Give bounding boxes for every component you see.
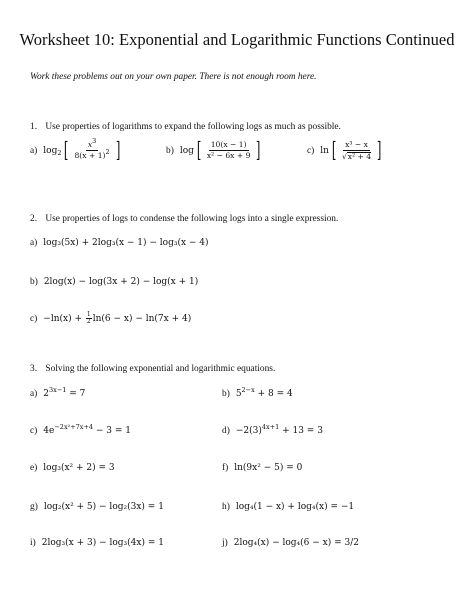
problem-3j (222, 538, 359, 548)
expression: log₄(1 − x) + log₄(x) = −1 (235, 502, 355, 512)
problem-label: c) (307, 145, 315, 156)
problem-label: f) (222, 463, 229, 473)
fraction (205, 141, 253, 160)
fn: ln (320, 146, 329, 156)
bracket: [ (64, 138, 69, 162)
problem-1c (307, 140, 381, 161)
fn: log (43, 146, 58, 156)
expression: 2log(x) − log(3x + 2) − log(x + 1) (43, 277, 199, 287)
question-2 (30, 214, 338, 224)
problem-3a (30, 386, 86, 399)
base: 2 (57, 149, 62, 157)
question-number: 1. (30, 122, 38, 132)
question-3 (30, 364, 275, 374)
expression: 2log₃(x + 3) − log₃(4x) = 1 (41, 538, 164, 548)
denominator: √x² + 4 (341, 151, 372, 161)
question-text: Use properties of logarithms to expand the following logs as much as possible. (45, 122, 341, 132)
radicand: x² + 4 (347, 151, 372, 161)
expression: $-2(3)^{4x+1} + 13 = 3$ (235, 423, 323, 436)
numerator: $x^3$ (87, 137, 97, 150)
expression-end: ln(6 − x) − ln(7x + 4) (92, 314, 192, 324)
question-text: Solving the following exponential and logarithmic equations. (45, 364, 276, 374)
problem-1a (30, 137, 120, 162)
expression: $5^{2-x} + 8 = 4$ (235, 386, 293, 399)
problem-label: c) (30, 313, 38, 324)
fraction (72, 137, 111, 160)
problem-label: a) (30, 389, 38, 399)
problem-label: a) (30, 238, 38, 248)
bracket: [ (196, 138, 202, 162)
bracket: [ (331, 138, 337, 162)
numerator: x³ − x (345, 139, 368, 149)
expression: $2^{3x-1} = 7$ (43, 386, 86, 399)
expression (43, 137, 120, 162)
instructions: Work these problems out on your own paper. There is not enough room here. (30, 72, 317, 82)
denominator: $8(x + 1)^2$ (74, 148, 110, 160)
expression: log₂(x² + 5) − log₂(3x) = 1 (43, 502, 164, 512)
problem-label: a) (30, 145, 38, 156)
problem-label: b) (30, 277, 38, 287)
expression: $4e^{-2x^2+7x+4} - 3 = 1$ (43, 423, 132, 436)
page-title: Worksheet 10: Exponential and Logarithmic Functions Continued (19, 30, 455, 49)
bracket: ] (376, 138, 382, 162)
problem-3e (30, 463, 115, 473)
problem-1b (166, 140, 261, 161)
question-number: 3. (30, 364, 38, 374)
problem-2b (30, 277, 198, 287)
expression: log₃(5x) + 2log₃(x − 1) − log₃(x − 4) (43, 238, 209, 248)
one-half: $\frac{1}{2}$ (86, 311, 91, 325)
problem-label: b) (222, 389, 230, 399)
denominator: x² − 6x + 9 (206, 151, 251, 160)
problem-3i (30, 538, 164, 548)
question-text: Use properties of logs to condense the following logs into a single expression. (45, 214, 339, 224)
problem-2a (30, 238, 209, 248)
problem-label: d) (222, 426, 230, 436)
question-1 (30, 122, 341, 132)
numerator: 10(x − 1) (210, 140, 247, 150)
expression-start: −ln(x) + (43, 314, 83, 324)
problem-label: i) (30, 538, 36, 548)
problem-2c (30, 312, 191, 325)
problem-label: e) (30, 463, 38, 473)
expression (180, 140, 261, 161)
problem-3g (30, 502, 164, 512)
fn: log (179, 146, 194, 156)
expression: 2log₄(x) − log₄(6 − x) = 3/2 (233, 538, 359, 548)
problem-label: c) (30, 426, 38, 436)
problem-3c (30, 423, 132, 436)
expression (43, 312, 191, 325)
problem-label: b) (166, 145, 174, 156)
bracket: ] (115, 138, 120, 162)
expression: log₃(x² + 2) = 3 (43, 463, 115, 473)
problem-3f (222, 463, 302, 473)
bracket: ] (256, 138, 261, 162)
problem-label: h) (222, 502, 230, 512)
problem-label: g) (30, 502, 38, 512)
problem-label: j) (222, 538, 228, 548)
problem-3h (222, 502, 354, 512)
question-number: 2. (30, 214, 38, 224)
problem-3d (222, 423, 323, 436)
problem-3b (222, 386, 293, 399)
expression (320, 140, 381, 161)
expression: ln(9x² − 5) = 0 (234, 463, 303, 473)
fraction (340, 141, 373, 161)
